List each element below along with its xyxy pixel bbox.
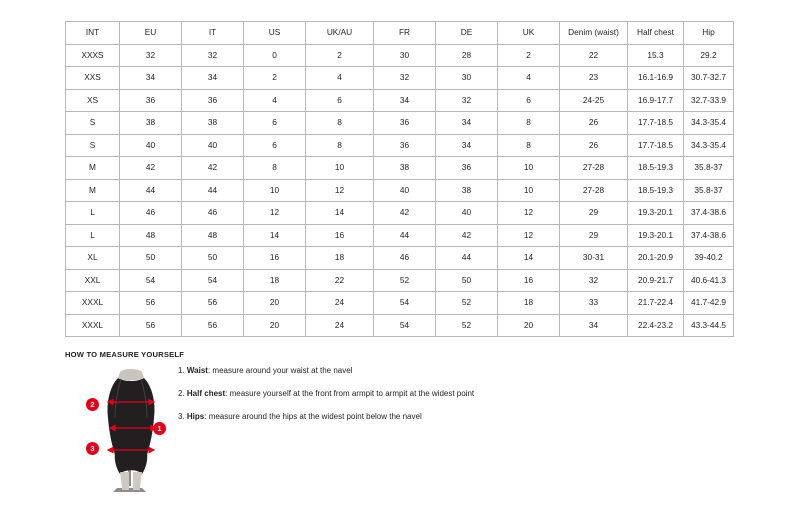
note-term: Hips — [186, 412, 205, 421]
cell: 32 — [374, 67, 436, 90]
cell: 42 — [120, 157, 182, 180]
cell: XXS — [66, 67, 120, 90]
note-text: : measure yourself at the front from armpit to armpit at the widest point — [225, 389, 475, 398]
measure-notes — [178, 366, 608, 435]
cell: 27-28 — [560, 157, 628, 180]
cell: 32 — [436, 89, 498, 112]
cell: 34 — [120, 67, 182, 90]
cell: 44 — [436, 247, 498, 270]
cell: 21.7-22.4 — [628, 292, 684, 315]
note-number: 2. — [178, 389, 185, 398]
cell: 32 — [120, 44, 182, 67]
cell: 17.7-18.5 — [628, 112, 684, 135]
cell: 36 — [374, 134, 436, 157]
cell: 36 — [120, 89, 182, 112]
cell: 22 — [306, 269, 374, 292]
cell: 8 — [306, 134, 374, 157]
table-row — [66, 112, 734, 135]
table-row — [66, 67, 734, 90]
cell: 32 — [182, 44, 244, 67]
column-header-half-chest: Half chest — [628, 22, 684, 45]
cell: 6 — [244, 134, 306, 157]
cell: 34 — [374, 89, 436, 112]
cell: 4 — [498, 67, 560, 90]
cell: 22.4-23.2 — [628, 314, 684, 337]
cell: 34 — [182, 67, 244, 90]
measure-note-half-chest — [178, 389, 608, 399]
cell: 16.9-17.7 — [628, 89, 684, 112]
cell: 48 — [120, 224, 182, 247]
cell: 38 — [182, 112, 244, 135]
cell: 36 — [374, 112, 436, 135]
column-header-uk: UK — [498, 22, 560, 45]
cell: 24 — [306, 314, 374, 337]
table-row — [66, 224, 734, 247]
cell: 8 — [306, 112, 374, 135]
cell: 19.3-20.1 — [628, 224, 684, 247]
cell: 29 — [560, 202, 628, 225]
cell: 18.5-19.3 — [628, 179, 684, 202]
cell: 42 — [436, 224, 498, 247]
column-header-uk-au: UK/AU — [306, 22, 374, 45]
cell: 10 — [498, 157, 560, 180]
size-conversion-table — [65, 21, 734, 337]
measure-badge-2: 2 — [86, 398, 99, 411]
table-row — [66, 134, 734, 157]
cell: 35.8-37 — [684, 179, 734, 202]
cell: 44 — [120, 179, 182, 202]
cell: L — [66, 202, 120, 225]
measure-note-waist — [178, 366, 608, 376]
cell: 14 — [244, 224, 306, 247]
cell: 35.8-37 — [684, 157, 734, 180]
cell: 56 — [120, 292, 182, 315]
cell: 34 — [436, 112, 498, 135]
cell: 17.7-18.5 — [628, 134, 684, 157]
cell: 22 — [560, 44, 628, 67]
cell: 38 — [436, 179, 498, 202]
measure-badge-3: 3 — [86, 442, 99, 455]
table-row — [66, 247, 734, 270]
cell: 26 — [560, 134, 628, 157]
cell: 30-31 — [560, 247, 628, 270]
table-header-row — [66, 22, 734, 45]
cell: 16 — [498, 269, 560, 292]
cell: 46 — [120, 202, 182, 225]
measure-badge-1: 1 — [153, 422, 166, 435]
cell: 36 — [436, 157, 498, 180]
cell: 48 — [182, 224, 244, 247]
column-header-fr: FR — [374, 22, 436, 45]
table-row — [66, 157, 734, 180]
cell: 40 — [374, 179, 436, 202]
cell: 20 — [244, 292, 306, 315]
cell: 52 — [374, 269, 436, 292]
cell: 4 — [306, 67, 374, 90]
cell: 18 — [498, 292, 560, 315]
cell: 32.7-33.9 — [684, 89, 734, 112]
cell: 12 — [498, 224, 560, 247]
cell: 20.1-20.9 — [628, 247, 684, 270]
cell: 28 — [436, 44, 498, 67]
cell: XXXL — [66, 314, 120, 337]
cell: 10 — [244, 179, 306, 202]
table-row — [66, 314, 734, 337]
cell: 23 — [560, 67, 628, 90]
cell: 54 — [374, 314, 436, 337]
column-header-int: INT — [66, 22, 120, 45]
table-row — [66, 89, 734, 112]
cell: 50 — [182, 247, 244, 270]
cell: 39-40.2 — [684, 247, 734, 270]
cell: 27-28 — [560, 179, 628, 202]
cell: 44 — [374, 224, 436, 247]
cell: 26 — [560, 112, 628, 135]
cell: 46 — [182, 202, 244, 225]
cell: 20 — [244, 314, 306, 337]
cell: 6 — [244, 112, 306, 135]
note-text: : measure around your waist at the navel — [207, 366, 353, 375]
how-to-measure-title: HOW TO MEASURE YOURSELF — [65, 350, 185, 359]
cell: 34.3-35.4 — [684, 112, 734, 135]
cell: 42 — [374, 202, 436, 225]
cell: 56 — [182, 292, 244, 315]
cell: 33 — [560, 292, 628, 315]
cell: 37.4-38.6 — [684, 202, 734, 225]
column-header-eu: EU — [120, 22, 182, 45]
cell: 24 — [306, 292, 374, 315]
cell: XXXS — [66, 44, 120, 67]
cell: 15.3 — [628, 44, 684, 67]
cell: 40 — [120, 134, 182, 157]
cell: 38 — [374, 157, 436, 180]
note-number: 3. — [178, 412, 185, 421]
cell: 34 — [436, 134, 498, 157]
cell: 30 — [374, 44, 436, 67]
cell: 42 — [182, 157, 244, 180]
cell: 8 — [498, 112, 560, 135]
cell: 56 — [182, 314, 244, 337]
cell: 34.3-35.4 — [684, 134, 734, 157]
table-row — [66, 292, 734, 315]
cell: 40.6-41.3 — [684, 269, 734, 292]
cell: 0 — [244, 44, 306, 67]
cell: 46 — [374, 247, 436, 270]
cell: 19.3-20.1 — [628, 202, 684, 225]
table-row — [66, 269, 734, 292]
cell: 4 — [244, 89, 306, 112]
cell: 18 — [306, 247, 374, 270]
cell: 20.9-21.7 — [628, 269, 684, 292]
cell: 32 — [560, 269, 628, 292]
cell: 12 — [498, 202, 560, 225]
cell: XXXL — [66, 292, 120, 315]
table-row — [66, 44, 734, 67]
cell: 36 — [182, 89, 244, 112]
cell: 18 — [244, 269, 306, 292]
cell: 12 — [244, 202, 306, 225]
cell: XXL — [66, 269, 120, 292]
column-header-de: DE — [436, 22, 498, 45]
cell: 54 — [182, 269, 244, 292]
cell: 41.7-42.9 — [684, 292, 734, 315]
cell: 6 — [306, 89, 374, 112]
note-text: : measure around the hips at the widest point below the navel — [204, 412, 422, 421]
cell: 50 — [120, 247, 182, 270]
cell: 16.1-16.9 — [628, 67, 684, 90]
table-row — [66, 179, 734, 202]
measure-note-hips — [178, 412, 608, 422]
cell: 14 — [498, 247, 560, 270]
cell: 43.3-44.5 — [684, 314, 734, 337]
cell: 20 — [498, 314, 560, 337]
cell: 40 — [182, 134, 244, 157]
cell: 12 — [306, 179, 374, 202]
cell: L — [66, 224, 120, 247]
cell: XS — [66, 89, 120, 112]
cell: 10 — [498, 179, 560, 202]
cell: 6 — [498, 89, 560, 112]
cell: 34 — [560, 314, 628, 337]
cell: XL — [66, 247, 120, 270]
cell: 37.4-38.6 — [684, 224, 734, 247]
cell: 10 — [306, 157, 374, 180]
note-term: Waist — [186, 366, 208, 375]
cell: 50 — [436, 269, 498, 292]
cell: 2 — [498, 44, 560, 67]
cell: 18.5-19.3 — [628, 157, 684, 180]
cell: 54 — [374, 292, 436, 315]
cell: 14 — [306, 202, 374, 225]
cell: 30.7-32.7 — [684, 67, 734, 90]
cell: 52 — [436, 292, 498, 315]
note-number: 1. — [178, 366, 185, 375]
cell: M — [66, 157, 120, 180]
cell: 8 — [244, 157, 306, 180]
cell: M — [66, 179, 120, 202]
cell: 52 — [436, 314, 498, 337]
cell: 2 — [306, 44, 374, 67]
cell: 16 — [306, 224, 374, 247]
cell: 16 — [244, 247, 306, 270]
cell: 44 — [182, 179, 244, 202]
cell: 29.2 — [684, 44, 734, 67]
cell: 29 — [560, 224, 628, 247]
table-row — [66, 202, 734, 225]
cell: S — [66, 134, 120, 157]
column-header-us: US — [244, 22, 306, 45]
column-header-it: IT — [182, 22, 244, 45]
cell: 40 — [436, 202, 498, 225]
column-header-hip: Hip — [684, 22, 734, 45]
cell: 2 — [244, 67, 306, 90]
cell: 24-25 — [560, 89, 628, 112]
cell: 56 — [120, 314, 182, 337]
cell: 8 — [498, 134, 560, 157]
cell: S — [66, 112, 120, 135]
cell: 54 — [120, 269, 182, 292]
note-term: Half chest — [186, 389, 226, 398]
cell: 30 — [436, 67, 498, 90]
cell: 38 — [120, 112, 182, 135]
column-header-denim-waist: Denim (waist) — [560, 22, 628, 45]
